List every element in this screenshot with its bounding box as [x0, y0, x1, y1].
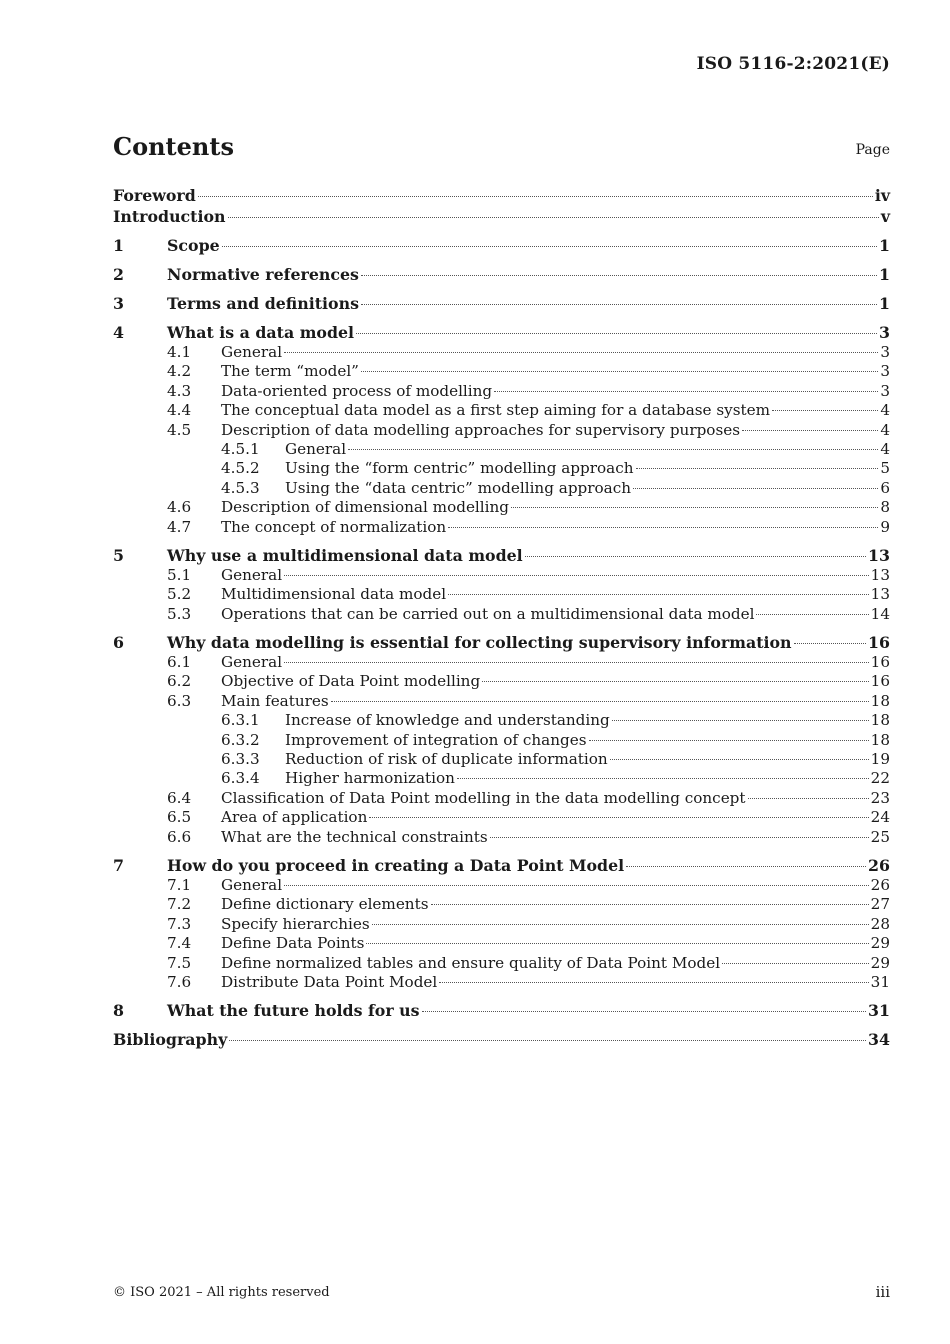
toc-entry[interactable]: [113, 672, 890, 691]
toc-entry-page[interactable]: 13: [868, 545, 890, 565]
toc-entry[interactable]: [113, 973, 890, 992]
toc-entry-number: 6.3: [167, 691, 192, 710]
dot-leader: [636, 468, 879, 469]
toc-entry-number: 6.3.3: [221, 750, 260, 769]
toc-entry[interactable]: [113, 322, 890, 343]
toc-entry-page[interactable]: 1: [879, 236, 890, 255]
toc-entry[interactable]: [113, 401, 890, 420]
toc-entry-number: 7: [113, 855, 124, 875]
toc-entry-title[interactable]: Using the “form centric” modelling approach: [285, 459, 634, 478]
toc-entry-page[interactable]: 16: [870, 653, 890, 672]
dot-leader: [366, 943, 868, 944]
toc-entry[interactable]: [113, 750, 890, 769]
page-column-label: Page: [855, 142, 890, 158]
toc-entry-page[interactable]: 3: [880, 381, 890, 400]
dot-leader: [626, 866, 866, 867]
dot-leader: [748, 798, 869, 799]
toc-entry-number: 4.5.1: [221, 439, 260, 458]
toc-entry-number: 6.3.2: [221, 730, 260, 749]
toc-entry-title[interactable]: Introduction: [113, 207, 226, 226]
toc-entry-page[interactable]: 3: [880, 343, 890, 361]
dot-leader: [361, 371, 878, 372]
toc-entry-title[interactable]: How do you proceed in creating a Data Point Model: [167, 855, 625, 875]
toc-entry[interactable]: [113, 459, 890, 478]
dot-leader: [448, 527, 878, 528]
toc-entry-number: 5: [113, 545, 124, 565]
toc-entry-page[interactable]: 13: [870, 565, 890, 584]
toc-entry-page[interactable]: 34: [868, 1030, 890, 1050]
dot-leader: [610, 759, 869, 760]
toc-entry-number: 7.5: [167, 953, 192, 972]
toc-entry-number: 4.3: [167, 381, 192, 400]
toc-entry-page[interactable]: iv: [874, 186, 890, 205]
toc-entry-title[interactable]: What are the technical constraints: [221, 827, 488, 846]
toc-entry-title[interactable]: Classification of Data Point modelling in the data modelling concept: [221, 788, 746, 807]
toc-entry-title[interactable]: General: [221, 653, 283, 672]
dot-leader: [356, 333, 877, 334]
dot-leader: [284, 352, 878, 353]
toc-entry-page[interactable]: 25: [870, 827, 890, 846]
toc-entry[interactable]: [113, 876, 890, 895]
toc-entry-number: 6.5: [167, 808, 192, 827]
table-of-contents: [113, 185, 890, 1050]
toc-entry-page[interactable]: 6: [880, 478, 890, 497]
toc-entry[interactable]: [113, 235, 890, 256]
toc-entry-title[interactable]: General: [221, 565, 283, 584]
toc-entry-page[interactable]: 29: [870, 934, 890, 953]
toc-entry-title[interactable]: Improvement of integration of changes: [285, 730, 587, 749]
toc-entry-page[interactable]: 29: [870, 953, 890, 972]
dot-leader: [222, 246, 877, 247]
toc-entry[interactable]: [113, 362, 890, 381]
toc-entry-title[interactable]: General: [221, 343, 283, 361]
toc-entry-number: 6.1: [167, 653, 192, 672]
toc-entry-page[interactable]: 24: [870, 808, 890, 827]
toc-entry-number: 5.1: [167, 565, 192, 584]
toc-entry-title[interactable]: Scope: [167, 236, 220, 255]
toc-entry-title[interactable]: Objective of Data Point modelling: [221, 672, 481, 691]
toc-entry-title[interactable]: Define Data Points: [221, 934, 365, 953]
toc-entry-title[interactable]: Normative references: [167, 265, 359, 284]
toc-entry[interactable]: [113, 566, 890, 585]
dot-leader: [284, 575, 869, 576]
toc-entry[interactable]: [113, 828, 890, 847]
dot-leader: [361, 275, 877, 276]
toc-entry-number: 1: [113, 236, 124, 255]
toc-entry-page[interactable]: 3: [880, 362, 890, 381]
toc-entry-number: 7.2: [167, 895, 192, 914]
toc-entry[interactable]: [113, 789, 890, 808]
toc-entry-page[interactable]: 14: [870, 604, 890, 623]
toc-entry-title[interactable]: Description of data modelling approaches for supervisory purposes: [221, 420, 741, 439]
dot-leader: [794, 643, 866, 644]
toc-entry-number: 2: [113, 265, 124, 284]
toc-entry-page[interactable]: 4: [880, 401, 890, 420]
toc-entry-number: 7.6: [167, 972, 192, 991]
toc-entry-title[interactable]: Multidimensional data model: [221, 585, 447, 604]
dot-leader: [490, 837, 869, 838]
dot-leader: [772, 410, 878, 411]
dot-leader: [448, 594, 869, 595]
toc-entry-title[interactable]: Bibliography: [113, 1030, 228, 1050]
toc-entry[interactable]: [113, 1029, 890, 1050]
toc-entry-page[interactable]: 4: [880, 439, 890, 458]
toc-entry[interactable]: [113, 185, 890, 206]
toc-entry-page[interactable]: 3: [879, 323, 890, 342]
toc-entry-number: 6.6: [167, 827, 192, 846]
toc-entry-page[interactable]: 18: [870, 711, 890, 730]
toc-entry[interactable]: [113, 1000, 890, 1021]
page-title: Contents: [113, 132, 234, 161]
dot-leader: [369, 817, 868, 818]
toc-entry[interactable]: [113, 711, 890, 730]
toc-entry-page[interactable]: 26: [868, 855, 890, 875]
toc-entry-page[interactable]: 27: [870, 895, 890, 914]
toc-entry-number: 4.2: [167, 362, 192, 381]
dot-leader: [494, 391, 878, 392]
toc-entry-page[interactable]: 31: [868, 1001, 890, 1021]
toc-entry-number: 4.7: [167, 517, 192, 536]
toc-entry-title[interactable]: Reduction of risk of duplicate information: [285, 750, 608, 769]
toc-entry-number: 6.2: [167, 672, 192, 691]
toc-entry-number: 7.4: [167, 934, 192, 953]
toc-entry-page[interactable]: 1: [879, 265, 890, 284]
toc-entry[interactable]: [113, 382, 890, 401]
toc-entry-title[interactable]: General: [285, 439, 347, 458]
toc-entry[interactable]: [113, 632, 890, 653]
toc-entry-title[interactable]: What is a data model: [167, 323, 355, 342]
toc-entry-title[interactable]: Main features: [221, 691, 329, 710]
toc-entry-number: 4.6: [167, 498, 192, 517]
toc-entry[interactable]: [113, 954, 890, 973]
toc-entry-title[interactable]: Why use a multidimensional data model: [167, 545, 523, 565]
toc-entry-number: 8: [113, 1001, 124, 1021]
toc-entry[interactable]: [113, 915, 890, 934]
toc-entry-number: 4: [113, 323, 124, 342]
toc-entry[interactable]: [113, 343, 890, 362]
dot-leader: [482, 681, 868, 682]
toc-entry[interactable]: [113, 498, 890, 517]
toc-entry-page[interactable]: 8: [880, 498, 890, 517]
dot-leader: [284, 662, 869, 663]
toc-entry[interactable]: [113, 545, 890, 566]
toc-entry-title[interactable]: Define normalized tables and ensure quality of Data Point Model: [221, 953, 721, 972]
dot-leader: [198, 196, 873, 197]
dot-leader: [742, 430, 878, 431]
toc-entry-title[interactable]: The term “model”: [221, 362, 359, 381]
toc-entry[interactable]: [113, 518, 890, 537]
toc-entry-page[interactable]: 16: [870, 672, 890, 691]
toc-entry-page[interactable]: v: [880, 207, 890, 226]
toc-entry-number: 6.3.4: [221, 769, 260, 788]
toc-entry-number: 5.2: [167, 585, 192, 604]
toc-entry-title[interactable]: Increase of knowledge and understanding: [285, 711, 610, 730]
dot-leader: [589, 740, 869, 741]
toc-entry-title[interactable]: Using the “data centric” modelling approach: [285, 478, 632, 497]
toc-entry-number: 4.5.2: [221, 459, 260, 478]
toc-entry[interactable]: [113, 769, 890, 788]
dot-leader: [612, 720, 869, 721]
toc-entry[interactable]: [113, 605, 890, 624]
toc-entry[interactable]: [113, 731, 890, 750]
dot-leader: [633, 488, 878, 489]
toc-entry-page[interactable]: 9: [880, 517, 890, 536]
dot-leader: [372, 924, 869, 925]
dot-leader: [228, 217, 879, 218]
toc-entry-page[interactable]: 13: [870, 585, 890, 604]
toc-entry-number: 4.5: [167, 420, 192, 439]
toc-entry-page[interactable]: 28: [870, 914, 890, 933]
toc-entry-page[interactable]: 5: [880, 459, 890, 478]
toc-entry-page[interactable]: 18: [870, 691, 890, 710]
toc-entry-page[interactable]: 4: [880, 420, 890, 439]
toc-entry-page[interactable]: 19: [870, 750, 890, 769]
toc-entry-page[interactable]: 18: [870, 730, 890, 749]
toc-entry-title[interactable]: Higher harmonization: [285, 769, 455, 788]
dot-leader: [348, 449, 878, 450]
toc-entry-title[interactable]: Terms and definitions: [167, 294, 359, 313]
toc-entry[interactable]: [113, 895, 890, 914]
toc-entry-title[interactable]: Area of application: [221, 808, 368, 827]
toc-entry-title[interactable]: General: [221, 875, 283, 894]
toc-entry[interactable]: [113, 855, 890, 876]
dot-leader: [422, 1011, 866, 1012]
toc-entry[interactable]: [113, 293, 890, 314]
dot-leader: [439, 982, 868, 983]
dot-leader: [722, 963, 869, 964]
toc-entry-title[interactable]: Specify hierarchies: [221, 914, 370, 933]
toc-entry[interactable]: [113, 264, 890, 285]
dot-leader: [511, 507, 878, 508]
toc-entry-title[interactable]: Description of dimensional modelling: [221, 498, 510, 517]
toc-entry-page[interactable]: 23: [870, 788, 890, 807]
toc-entry[interactable]: [113, 653, 890, 672]
dot-leader: [284, 885, 869, 886]
toc-entry[interactable]: [113, 206, 890, 227]
toc-entry[interactable]: [113, 585, 890, 604]
dot-leader: [756, 614, 868, 615]
toc-entry-number: 7.3: [167, 914, 192, 933]
toc-entry-page[interactable]: 22: [870, 769, 890, 788]
toc-entry-page[interactable]: 26: [870, 875, 890, 894]
dot-leader: [431, 904, 869, 905]
toc-entry-title[interactable]: What the future holds for us: [167, 1001, 420, 1021]
toc-entry-page[interactable]: 31: [870, 972, 890, 991]
dot-leader: [229, 1040, 866, 1041]
toc-entry-title[interactable]: The conceptual data model as a first step aiming for a database system: [221, 401, 771, 420]
copyright-notice: © ISO 2021 – All rights reserved: [113, 1285, 330, 1300]
toc-entry-number: 6: [113, 633, 124, 653]
toc-entry[interactable]: [113, 934, 890, 953]
dot-leader: [361, 304, 877, 305]
toc-entry-number: 6.4: [167, 788, 192, 807]
toc-entry-title[interactable]: The concept of normalization: [221, 517, 447, 536]
dot-leader: [457, 778, 869, 779]
toc-entry-title[interactable]: Why data modelling is essential for collecting supervisory information: [167, 633, 792, 653]
toc-entry-number: 7.1: [167, 875, 192, 894]
toc-entry[interactable]: [113, 421, 890, 440]
dot-leader: [331, 701, 869, 702]
toc-entry[interactable]: [113, 440, 890, 459]
toc-entry-number: 6.3.1: [221, 711, 260, 730]
toc-entry-number: 4.5.3: [221, 478, 260, 497]
page-number: iii: [875, 1283, 890, 1301]
toc-entry-page[interactable]: 1: [879, 294, 890, 313]
toc-entry-title[interactable]: Data-oriented process of modelling: [221, 381, 493, 400]
toc-entry-title[interactable]: Distribute Data Point Model: [221, 972, 438, 991]
toc-entry-title[interactable]: Foreword: [113, 186, 196, 205]
toc-entry-number: 4.4: [167, 401, 192, 420]
toc-entry-number: 4.1: [167, 343, 192, 361]
toc-entry-number: 3: [113, 294, 124, 313]
toc-entry[interactable]: [113, 692, 890, 711]
toc-entry-number: 5.3: [167, 604, 192, 623]
toc-entry-title[interactable]: Define dictionary elements: [221, 895, 429, 914]
toc-entry-page[interactable]: 16: [868, 633, 890, 653]
toc-entry-title[interactable]: Operations that can be carried out on a multidimensional data model: [221, 604, 755, 623]
toc-entry[interactable]: [113, 808, 890, 827]
document-identifier: ISO 5116-2:2021(E): [696, 54, 890, 74]
toc-entry[interactable]: [113, 479, 890, 498]
dot-leader: [525, 556, 866, 557]
